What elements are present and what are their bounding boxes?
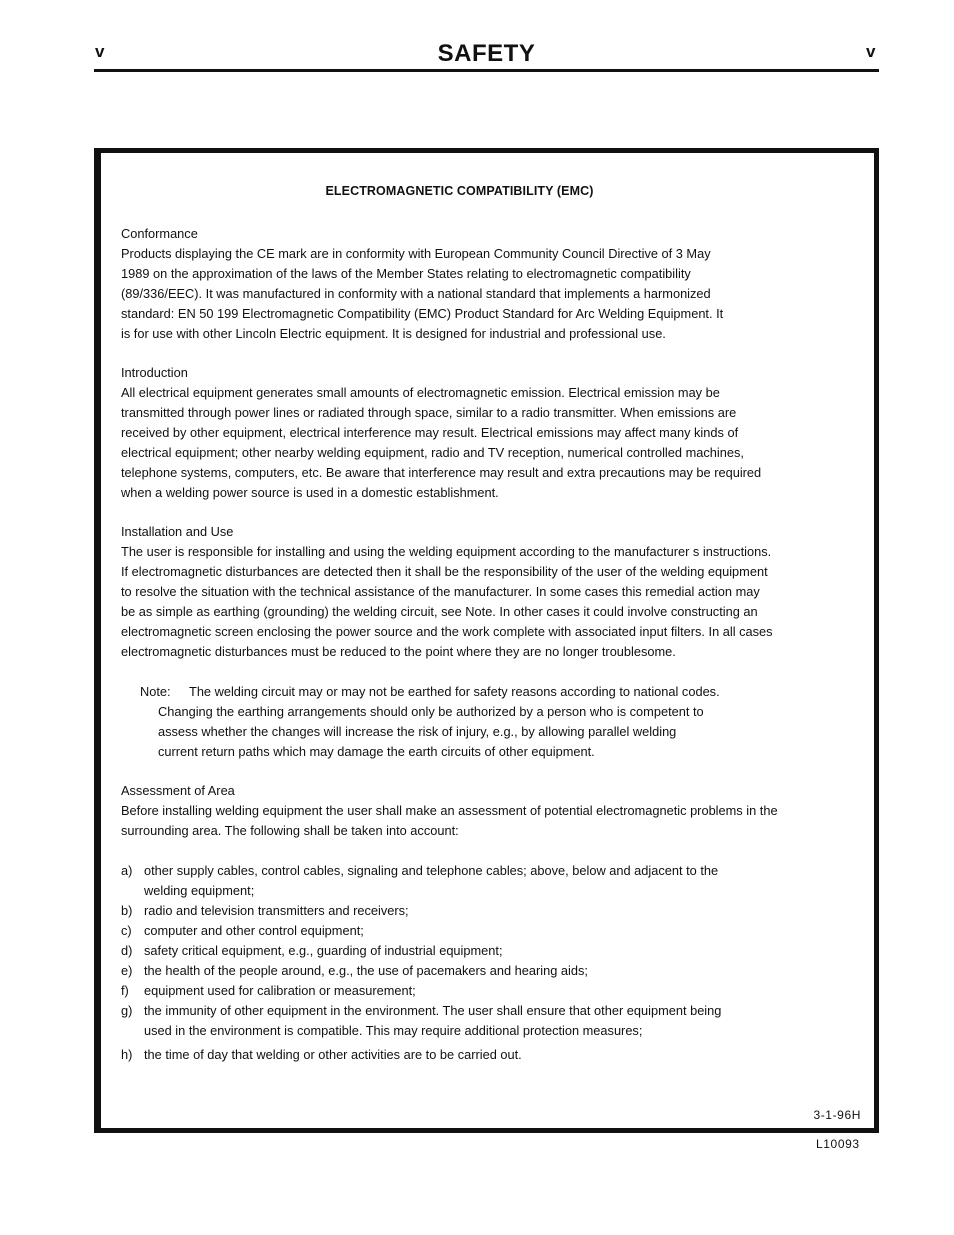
list-item [121, 981, 721, 1001]
emc-notice-box [94, 148, 879, 1133]
list-marker: b) [121, 903, 133, 918]
introduction-heading: Introduction [121, 365, 188, 380]
list-item [121, 1045, 721, 1065]
list-item-text: computer and other control equipment; [144, 923, 364, 938]
page-title: SAFETY [437, 40, 536, 67]
paragraph-line: The user is responsible for installing and using the welding equipment according to the manufacturer s instructions. [121, 544, 772, 559]
list-item [121, 861, 721, 901]
paragraph-line: Products displaying the CE mark are in conformity with European Community Council Directive of 3 May [121, 246, 711, 261]
assessment-heading: Assessment of Area [121, 783, 235, 798]
list-item [121, 901, 721, 921]
list-item-text: radio and television transmitters and receivers; [144, 903, 409, 918]
conformance-heading: Conformance [121, 226, 198, 241]
paragraph-line: Before installing welding equipment the user shall make an assessment of potential electromagnetic problems in the [121, 803, 778, 818]
paragraph-line: when a welding power source is used in a domestic establishment. [121, 485, 499, 500]
paragraph-line: If electromagnetic disturbances are detected then it shall be the responsibility of the user of the welding equipment [121, 564, 768, 579]
note-first-line [140, 682, 720, 702]
header-divider [94, 69, 879, 72]
list-item-text: the time of day that welding or other activities are to be carried out. [144, 1047, 522, 1062]
considerations-list [121, 861, 721, 1065]
list-item-text: other supply cables, control cables, signaling and telephone cables; above, below and adjacent to the [144, 863, 719, 878]
note-line: current return paths which may damage the earth circuits of other equipment. [158, 744, 595, 759]
list-item [121, 1001, 721, 1041]
note-line: Changing the earthing arrangements should only be authorized by a person who is competent to [158, 704, 704, 719]
note-line: assess whether the changes will increase the risk of injury, e.g., by allowing parallel welding [158, 724, 677, 739]
list-marker: a) [121, 863, 133, 878]
note-label: Note: [140, 684, 171, 699]
conformance-section [121, 224, 821, 344]
list-marker: c) [121, 923, 132, 938]
installation-heading: Installation and Use [121, 524, 234, 539]
note-text: The welding circuit may or may not be earthed for safety reasons according to national codes. [189, 684, 720, 699]
paragraph-line: received by other equipment, electrical interference may result. Electrical emissions may affect many kinds of [121, 425, 739, 440]
list-item-text: used in the environment is compatible. This may require additional protection measures; [144, 1023, 643, 1038]
paragraph-line: All electrical equipment generates small amounts of electromagnetic emission. Electrical emission may be [121, 385, 720, 400]
installation-section [121, 522, 821, 662]
list-item [121, 921, 721, 941]
list-item [121, 961, 721, 981]
paragraph-line: standard: EN 50 199 Electromagnetic Compatibility (EMC) Product Standard for Arc Welding Equipment. It [121, 306, 724, 321]
paragraph-line: electromagnetic disturbances must be reduced to the point where they are no longer troublesome. [121, 644, 676, 659]
paragraph-line: surrounding area. The following shall be taken into account: [121, 823, 459, 838]
paragraph-line: telephone systems, computers, etc. Be aware that interference may result and extra precautions may be required [121, 465, 762, 480]
list-marker: g) [121, 1003, 133, 1018]
emc-title: ELECTROMAGNETIC COMPATIBILITY (EMC) [325, 184, 594, 198]
list-marker: d) [121, 943, 133, 958]
list-item-text: the health of the people around, e.g., the use of pacemakers and hearing aids; [144, 963, 588, 978]
note-block [140, 682, 720, 762]
list-item [121, 941, 721, 961]
paragraph-line: 1989 on the approximation of the laws of the Member States relating to electromagnetic compatibility [121, 266, 691, 281]
paragraph-line: (89/336/EEC). It was manufactured in conformity with a national standard that implements a harmonized [121, 286, 711, 301]
page-number-right: v [866, 42, 876, 61]
revision-code: 3-1-96H [813, 1108, 861, 1122]
paragraph-line: be as simple as earthing (grounding) the welding circuit, see Note. In other cases it could involve constructing an [121, 604, 758, 619]
paragraph-line: electromagnetic screen enclosing the power source and the work complete with associated input filters. In all cases [121, 624, 773, 639]
paragraph-line: transmitted through power lines or radiated through space, similar to a radio transmitter. When emissions are [121, 405, 737, 420]
list-marker: f) [121, 983, 129, 998]
list-item-text: welding equipment; [144, 883, 255, 898]
list-marker: e) [121, 963, 133, 978]
assessment-section [121, 781, 821, 841]
list-item-text: equipment used for calibration or measurement; [144, 983, 416, 998]
list-item-text: the immunity of other equipment in the environment. The user shall ensure that other equipment being [144, 1003, 722, 1018]
introduction-section [121, 363, 821, 503]
page-number-left: v [95, 42, 105, 61]
paragraph-line: electrical equipment; other nearby welding equipment, radio and TV reception, numerical controlled machines, [121, 445, 744, 460]
paragraph-line: is for use with other Lincoln Electric equipment. It is designed for industrial and professional use. [121, 326, 666, 341]
list-item-text: safety critical equipment, e.g., guarding of industrial equipment; [144, 943, 503, 958]
list-marker: h) [121, 1047, 133, 1062]
document-code: L10093 [816, 1137, 860, 1151]
paragraph-line: to resolve the situation with the technical assistance of the manufacturer. In some cases this remedial action may [121, 584, 760, 599]
